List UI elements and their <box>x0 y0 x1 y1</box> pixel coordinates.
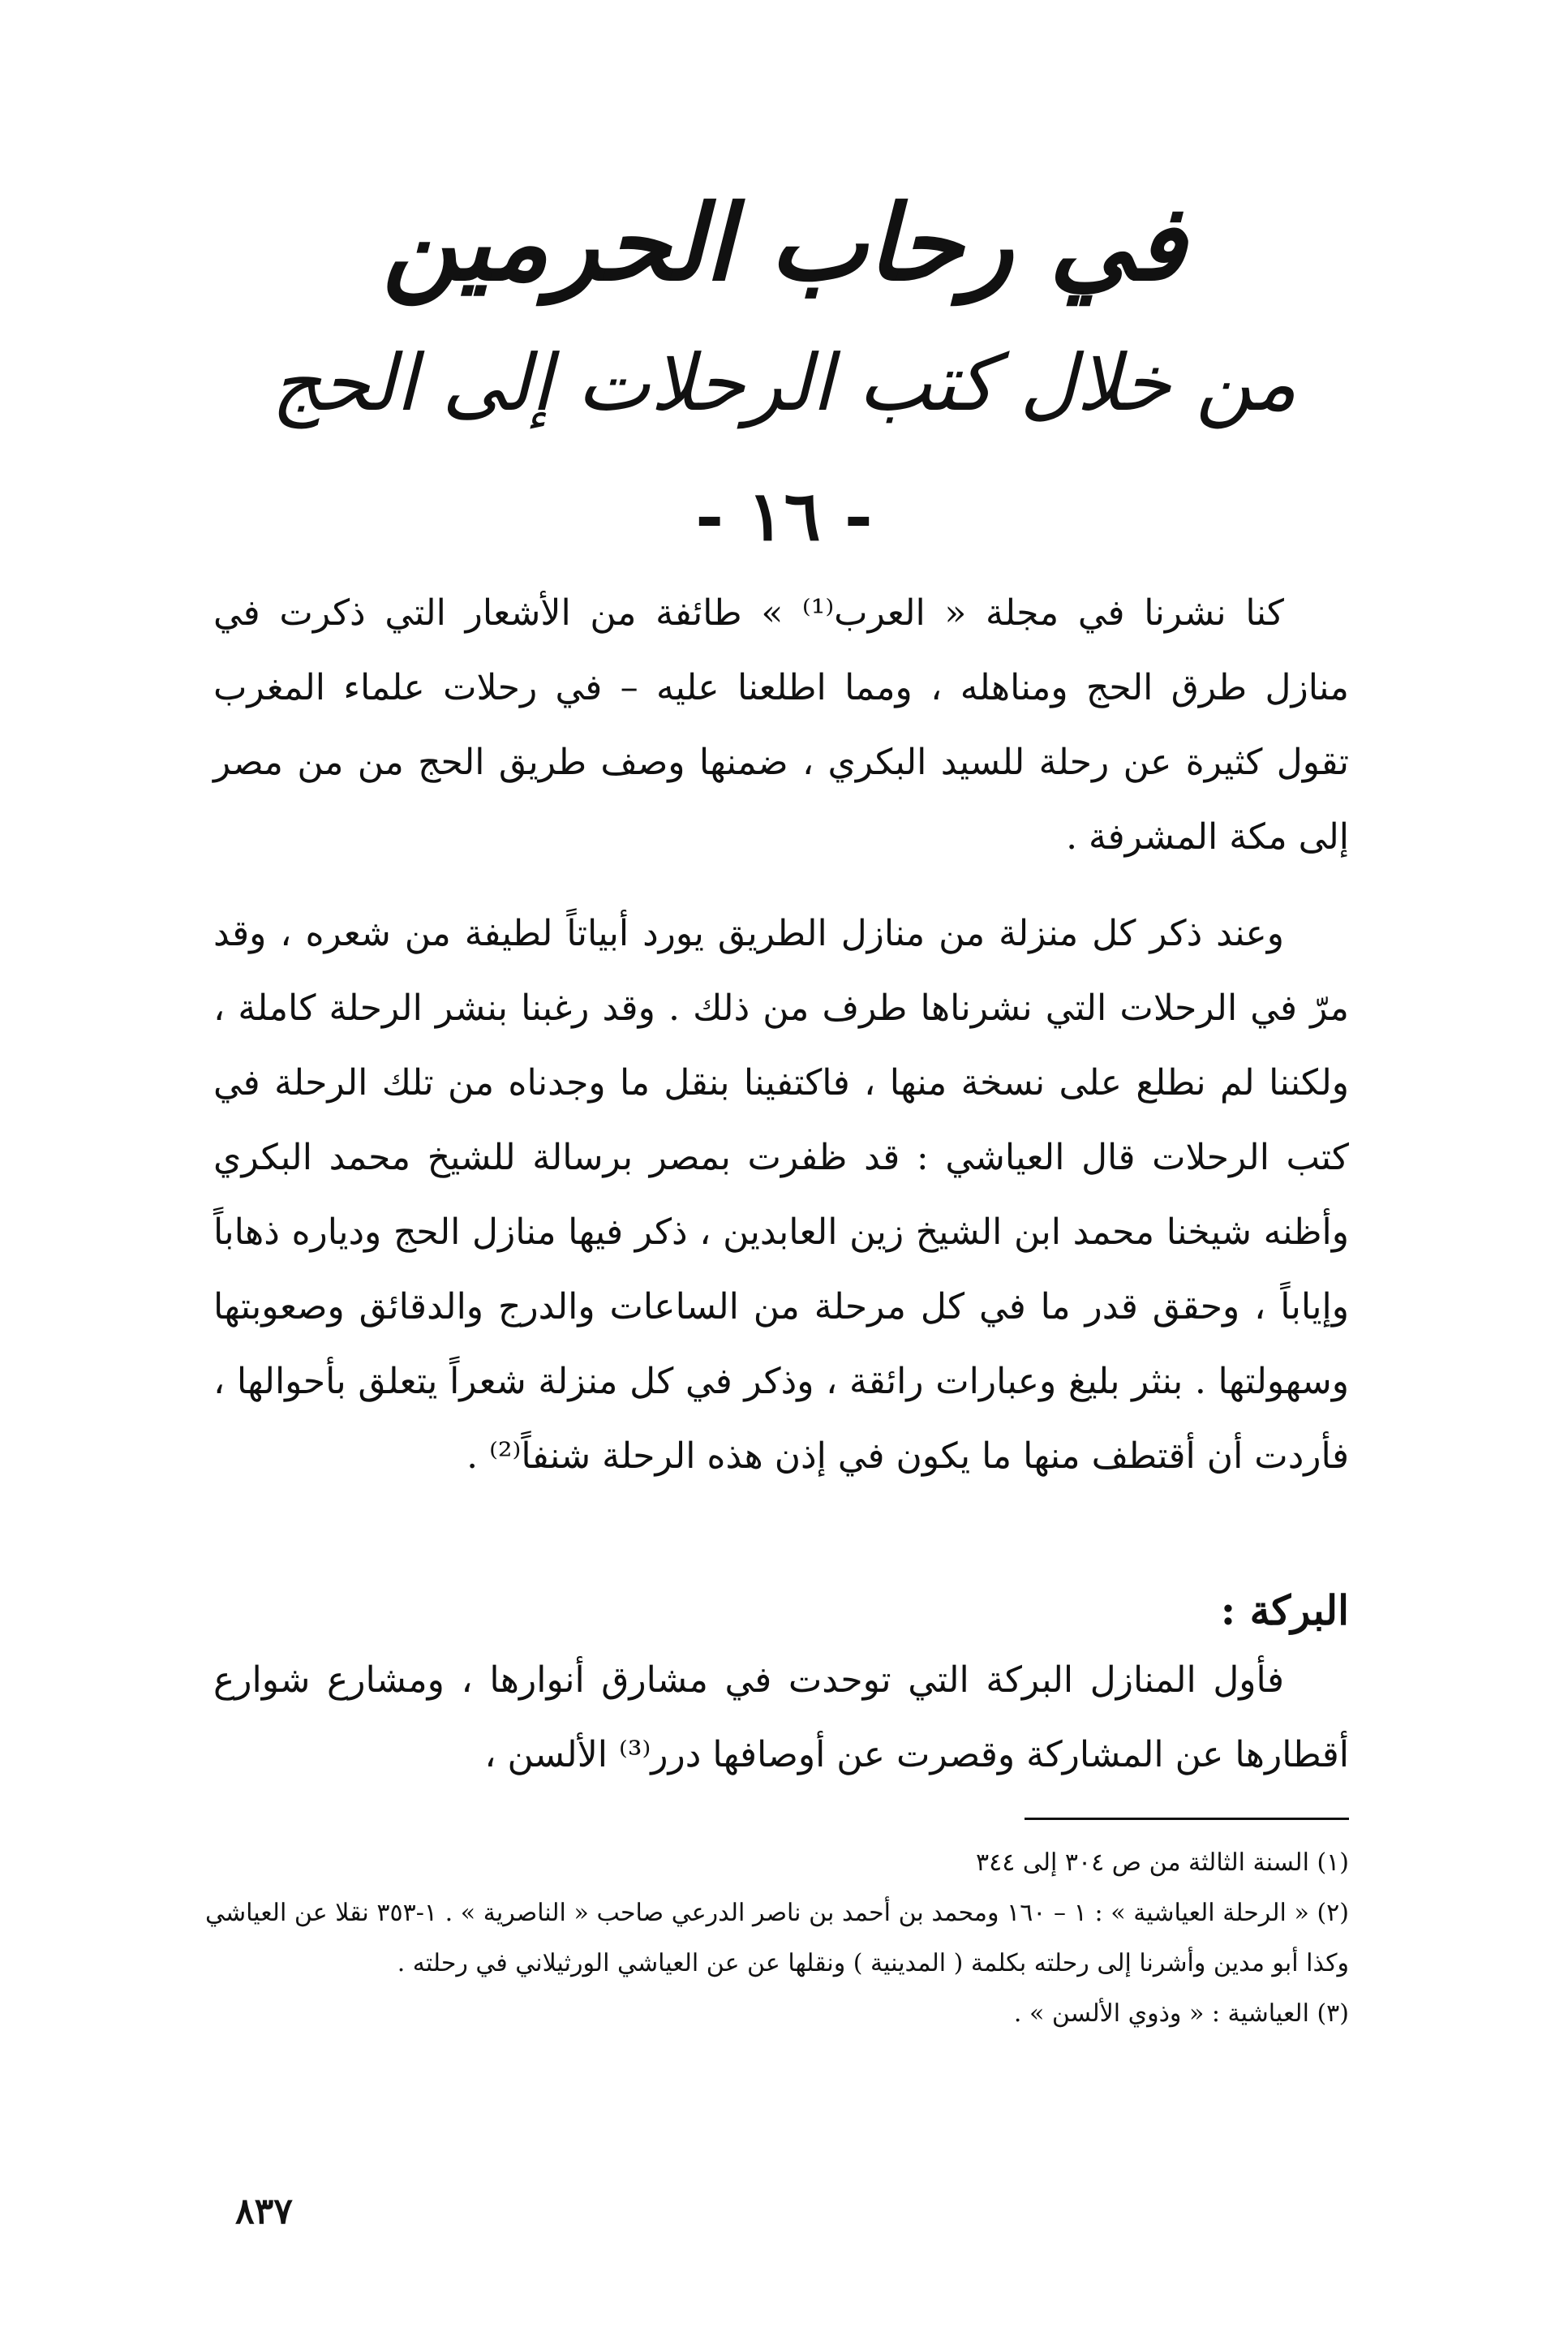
body-paragraph-1: كنا نشرنا في مجلة « العرب⁽¹⁾ » طائفة من الأشعار التي ذكرت في منازل طرق الحج ومناهله ، ومما اطلعنا عليه – في رحلات علماء المغرب تقول كثيرة عن رحلة للسيد البكري ، ضمنها وصف طريق الحج من من مصر إلى مكة المشرفة . <box>213 592 1349 858</box>
footnote-divider <box>1025 1818 1349 1820</box>
page-subtitle: من خلال كتب الرحلات إلى الحج <box>271 338 1297 428</box>
footnotes <box>205 1838 1349 2039</box>
footnote-2: (٢) « الرحلة العياشية » : ١ – ١٦٠ ومحمد بن أحمد بن ناصر الدرعي صاحب « الناصرية » . ١-٣٥٣ نقلا عن العياشي وكذا أبو مدين وأشرنا إلى رحلته بكلمة ( المدينية ) ونقلها عن عن العياشي الورثيلاني في رحلته . <box>205 1899 1350 1977</box>
body-paragraph-2: وعند ذكر كل منزلة من منازل الطريق يورد أبياتاً لطيفة من شعره ، وقد مرّ في الرحلات التي نشرناها طرف من ذلك . وقد رغبنا بنشر الرحلة كاملة ، ولكننا لم نطلع على نسخة منها ، فاكتفينا بنقل ما وجدناه من تلك الرحلة في كتب الرحلات قال العياشي : قد ظفرت بمصر برسالة للشيخ محمد البكري وأظنه شيخنا محمد ابن الشيخ زين العابدين ، ذكر فيها منازل الحج ودياره ذهاباً وإياباً ، وحقق قدر ما في كل مرحلة من الساعات والدرج والدقائق وصعوبتها وسهولتها . بنثر بليغ وعبارات رائقة ، وذكر في كل منزلة شعراً يتعلق بأحوالها ، فأردت أن أقتطف منها ما يكون في إذن هذه الرحلة شنفاً⁽²⁾ . <box>213 913 1349 1477</box>
section-heading: البركة : <box>1220 1586 1349 1634</box>
page-title: في رحاب الحرمين <box>382 183 1186 304</box>
body-paragraph-3: فأول المنازل البركة التي توحدت في مشارق أنوارها ، ومشارع شوارع أقطارها عن المشاركة وقصرت عن أوصافها درر⁽³⁾ الألسن ، <box>213 1659 1349 1775</box>
chapter-number: - ١٦ - <box>695 475 873 556</box>
page-number: ٨٣٧ <box>235 2191 293 2232</box>
footnote-1: (١) السنة الثالثة من ص ٣٠٤ إلى ٣٤٤ <box>976 1848 1349 1877</box>
footnote-3: (٣) العياشية : « وذوي الألسن » . <box>1013 1999 1349 2028</box>
